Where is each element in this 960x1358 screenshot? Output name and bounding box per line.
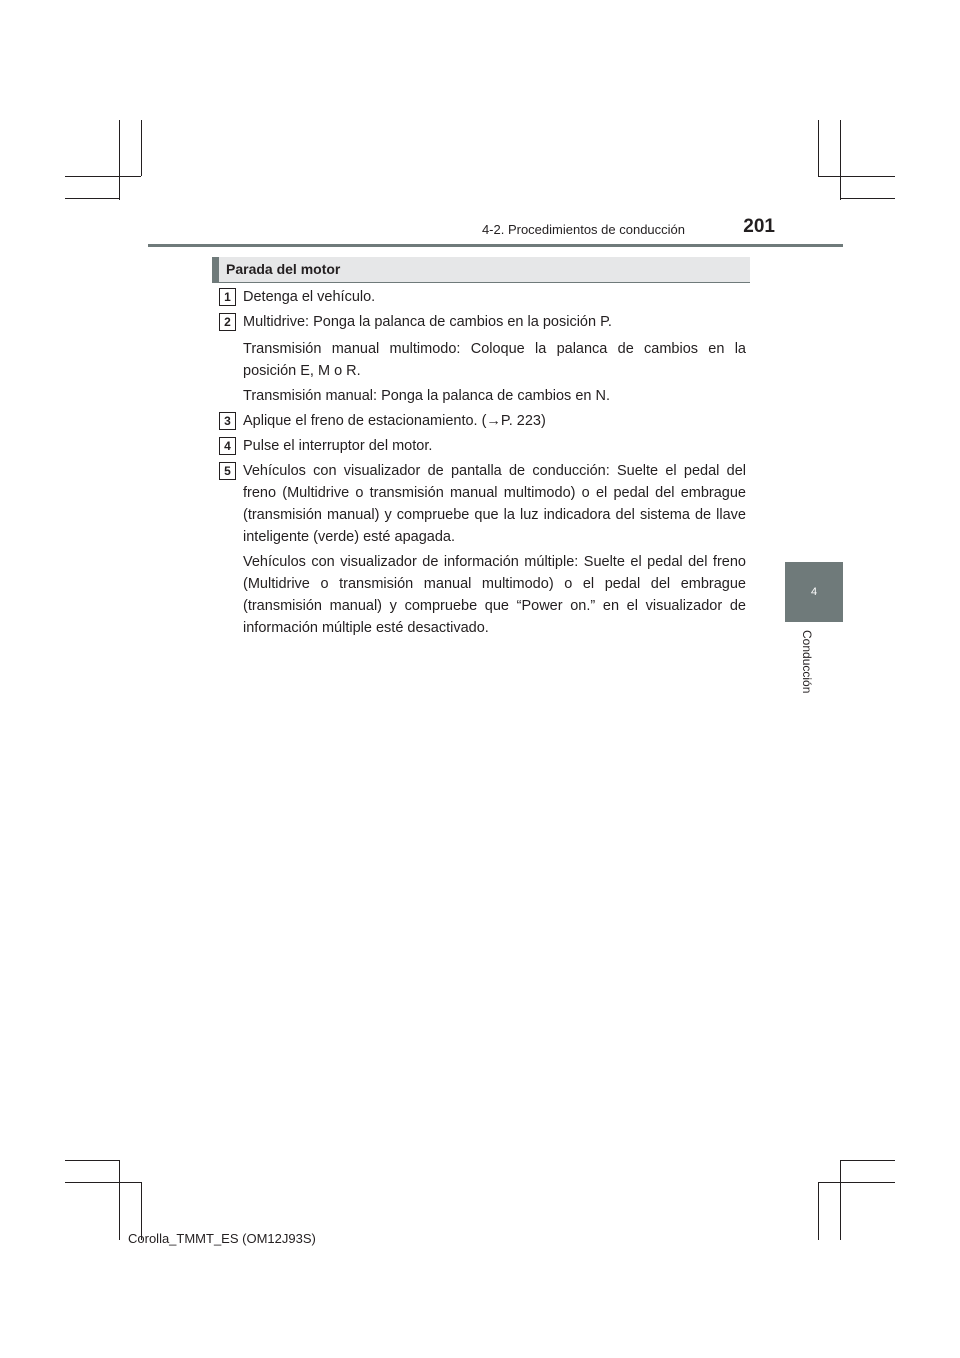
step-number: 4 [219,437,236,455]
step-text: Aplique el freno de estacionamiento. (→P. 223) [243,413,546,429]
crop-mark [840,198,895,199]
page-number: 201 [743,216,775,237]
section-title: Parada del motor [226,261,341,277]
crop-mark [818,1182,819,1240]
header-rule [148,244,843,247]
crop-mark [840,1160,841,1240]
crop-mark [818,120,819,176]
chapter-label: Conducción [800,630,814,694]
step-number: 2 [219,313,236,331]
crop-mark [65,1160,120,1161]
step-text: Vehículos con visualizador de información múltiple: Suelte el pedal del freno (Multidrive o transmisión manual multimodo) o el pedal del embrague (transmisión manual) y compruebe que “Power on.” en el visualizador de información múltiple esté desactivado. [243,554,746,636]
step-text: Vehículos con visualizador de pantalla de conducción: Suelte el pedal del freno (Multidrive o transmisión manual multimodo) o el pedal del embrague (transmisión manual) y compruebe que la luz indicadora del sistema de llave inteligente (verde) esté apagada. [243,463,746,545]
chapter-tab [785,562,843,622]
crop-mark [65,198,120,199]
crop-mark [840,120,841,200]
step-number: 1 [219,288,236,306]
crop-mark [141,120,142,176]
crop-mark [818,176,895,177]
step-text: Pulse el interruptor del motor. [243,438,433,454]
crop-mark [65,176,141,177]
step-text: Transmisión manual: Ponga la palanca de cambios en N. [243,388,610,404]
crop-mark [840,1160,895,1161]
crop-mark [119,1160,120,1240]
step-text: Transmisión manual multimodo: Coloque la palanca de cambios en la posición E, M o R. [243,341,746,379]
crop-mark [65,1182,142,1183]
step-text: Detenga el vehículo. [243,289,376,305]
document-code: Corolla_TMMT_ES (OM12J93S) [128,1231,316,1246]
running-header-section: 4-2. Procedimientos de conducción [481,222,685,237]
heading-accent-bar [212,257,219,282]
section-heading [212,257,750,283]
chapter-number: 4 [810,586,818,598]
crop-mark [119,120,120,200]
step-number: 5 [219,462,236,480]
crop-mark [818,1182,895,1183]
step-number: 3 [219,412,236,430]
step-text: Multidrive: Ponga la palanca de cambios en la posición P. [243,314,612,330]
